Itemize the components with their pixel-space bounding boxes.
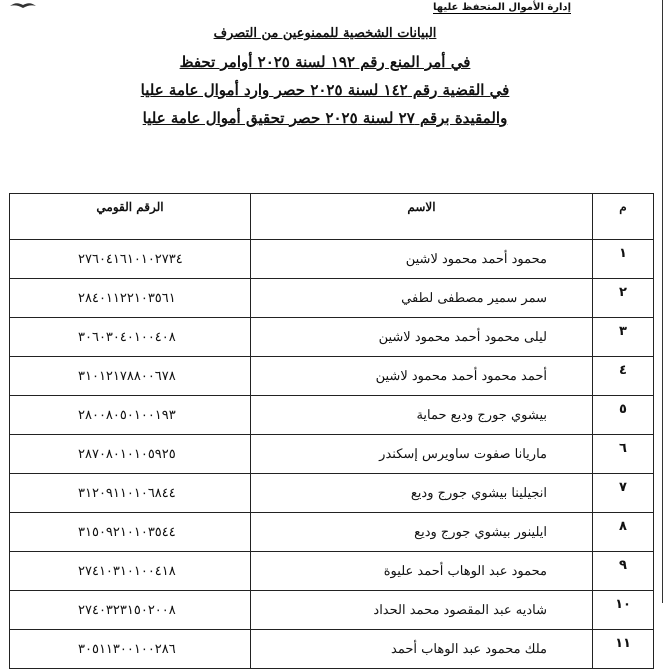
row-national-id: ٣١٢٠٩١١٠١٠٦٨٤٤ [10,474,251,513]
table-header-row [10,194,654,240]
table-row [10,396,654,435]
table-row [10,552,654,591]
title-line-3: في القضية رقم ١٤٢ لسنة ٢٠٢٥ حصر وارد أموال عامة عليا [140,81,510,99]
header-national-id: الرقم القومي [10,194,251,240]
persons-table [9,193,654,669]
row-name: محمود أحمد محمود لاشين [251,240,593,279]
row-name: شاديه عبد المقصود محمد الحداد [251,591,593,630]
row-name: ايلينور بيشوي جورج وديع [251,513,593,552]
row-national-id: ٣٠٦٠٣٠٤٠١٠٠٤٠٨ [10,318,251,357]
table-row [10,435,654,474]
row-national-id: ٢٨٤٠١١٢٢١٠٣٥٦١ [10,279,251,318]
title-line-4: والمقيدة برقم ٢٧ لسنة ٢٠٢٥ حصر تحقيق أموال عامة عليا [142,109,508,127]
table-row [10,279,654,318]
department-label: إدارة الأموال المتحفظ عليها [433,2,571,13]
row-number: ٣ [593,318,654,357]
table-row [10,591,654,630]
row-number: ٨ [593,513,654,552]
header-num: م [593,194,654,240]
table-row [10,318,654,357]
row-national-id: ٣١٥٠٩٢١٠١٠٣٥٤٤ [10,513,251,552]
row-name: ملك محمود عبد الوهاب أحمد [251,630,593,669]
row-national-id: ٢٧٤٠٣٢٣١٥٠٢٠٠٨ [10,591,251,630]
row-national-id: ٣١٠١٢١٧٨٨٠٠٦٧٨ [10,357,251,396]
row-national-id: ٢٨٠٠٨٠٥٠١٠٠١٩٣ [10,396,251,435]
row-name: محمود عبد الوهاب أحمد عليوة [251,552,593,591]
header-name: الاسم [251,194,593,240]
row-number: ٧ [593,474,654,513]
row-name: بيشوي جورج وديع حماية [251,396,593,435]
row-national-id: ٢٧٦٠٤١٦١٠١٠٢٧٣٤ [10,240,251,279]
government-emblem-icon [8,0,38,10]
row-national-id: ٢٨٧٠٨٠١٠١٠٥٩٢٥ [10,435,251,474]
table-row [10,474,654,513]
row-national-id: ٣٠٥١١٣٠٠١٠٠٢٨٦ [10,630,251,669]
row-number: ٩ [593,552,654,591]
row-number: ٥ [593,396,654,435]
table-row [10,513,654,552]
table-row [10,630,654,669]
table-row [10,240,654,279]
row-number: ١١ [593,630,654,669]
row-name: أحمد محمود أحمد محمود لاشين [251,357,593,396]
page-edge-rule [662,0,663,603]
row-number: ٢ [593,279,654,318]
row-number: ٤ [593,357,654,396]
title-line-1: البيانات الشخصية للممنوعين من التصرف [213,26,437,41]
row-number: ١ [593,240,654,279]
title-line-2: في أمر المنع رقم ١٩٢ لسنة ٢٠٢٥ أوامر تحفظ [179,53,471,71]
row-number: ١٠ [593,591,654,630]
document-titles [60,20,590,132]
table-row [10,357,654,396]
row-number: ٦ [593,435,654,474]
row-name: ليلى محمود أحمد محمود لاشين [251,318,593,357]
row-name: انجيلينا بيشوي جورج وديع [251,474,593,513]
row-national-id: ٢٧٤١٠٣١٠١٠٠٤١٨ [10,552,251,591]
row-name: سمر سمير مصطفى لطفي [251,279,593,318]
row-name: ماريانا صفوت ساويرس إسكندر [251,435,593,474]
